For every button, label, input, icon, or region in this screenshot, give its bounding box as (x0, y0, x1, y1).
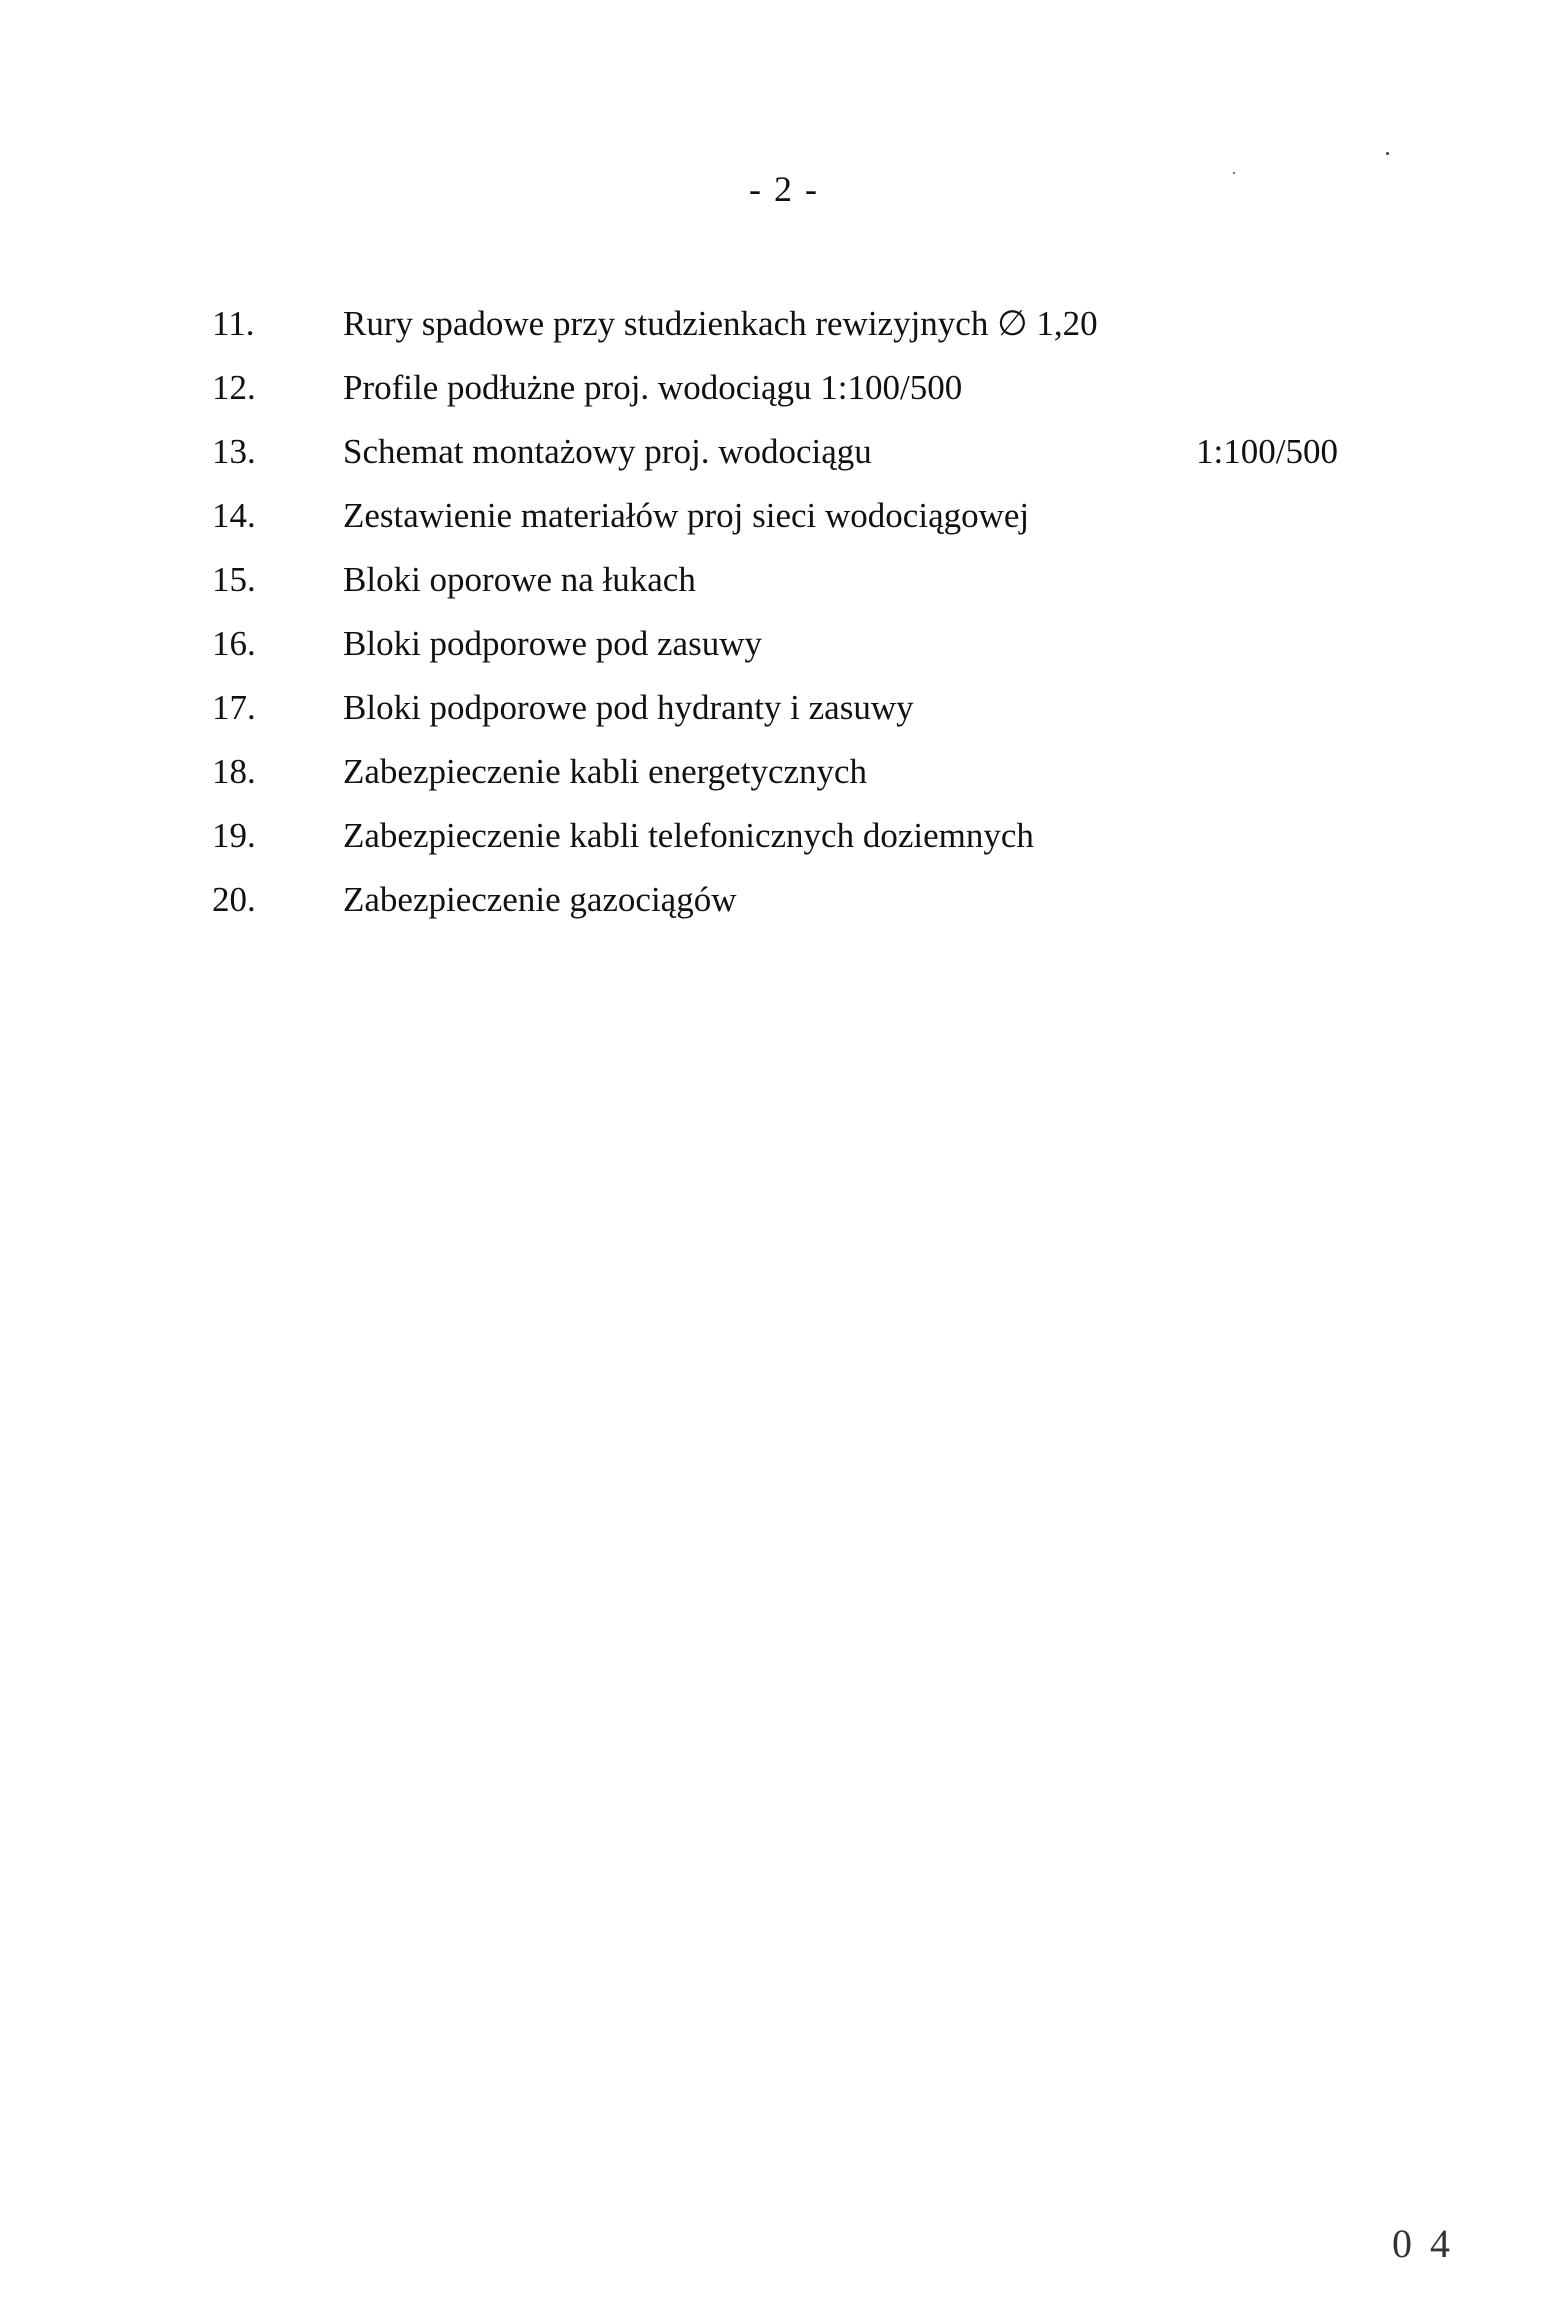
item-title: Zabezpieczenie gazociągów (343, 880, 737, 919)
list-item (0, 484, 1568, 548)
drawing-list (0, 292, 1568, 932)
list-item (0, 356, 1568, 420)
list-item (0, 676, 1568, 740)
item-number: 20. (212, 880, 256, 919)
item-title: Profile podłużne proj. wodociągu 1:100/500 (343, 368, 963, 407)
item-number: 19. (212, 816, 256, 855)
item-title: Zabezpieczenie kabli telefonicznych doziemnych (343, 816, 1034, 855)
list-item (0, 804, 1568, 868)
item-title: Rury spadowe przy studzienkach rewizyjnych ∅ 1,20 (343, 304, 1098, 343)
item-title: Bloki podporowe pod hydranty i zasuwy (343, 688, 914, 727)
item-title: Bloki oporowe na łukach (343, 560, 696, 599)
item-title: Zabezpieczenie kabli energetycznych (343, 752, 868, 791)
item-number: 13. (212, 432, 256, 471)
list-item (0, 868, 1568, 932)
item-scale: 1:100/500 (1196, 432, 1338, 471)
item-title: Schemat montażowy proj. wodociągu (343, 432, 872, 471)
scan-speck (1233, 172, 1235, 174)
list-item (0, 420, 1568, 484)
list-item (0, 612, 1568, 676)
item-title: Zestawienie materiałów proj sieci wodociągowej (343, 496, 1030, 535)
scan-speck (1386, 152, 1389, 155)
corner-mark: 0 4 (1392, 2221, 1454, 2266)
item-number: 16. (212, 624, 256, 663)
item-title: Bloki podporowe pod zasuwy (343, 624, 762, 663)
list-item (0, 292, 1568, 356)
item-number: 11. (212, 304, 255, 343)
item-number: 18. (212, 752, 256, 791)
item-number: 15. (212, 560, 256, 599)
item-number: 12. (212, 368, 256, 407)
item-number: 17. (212, 688, 256, 727)
item-number: 14. (212, 496, 256, 535)
page-number: - 2 - (749, 169, 819, 209)
list-item (0, 548, 1568, 612)
list-item (0, 740, 1568, 804)
